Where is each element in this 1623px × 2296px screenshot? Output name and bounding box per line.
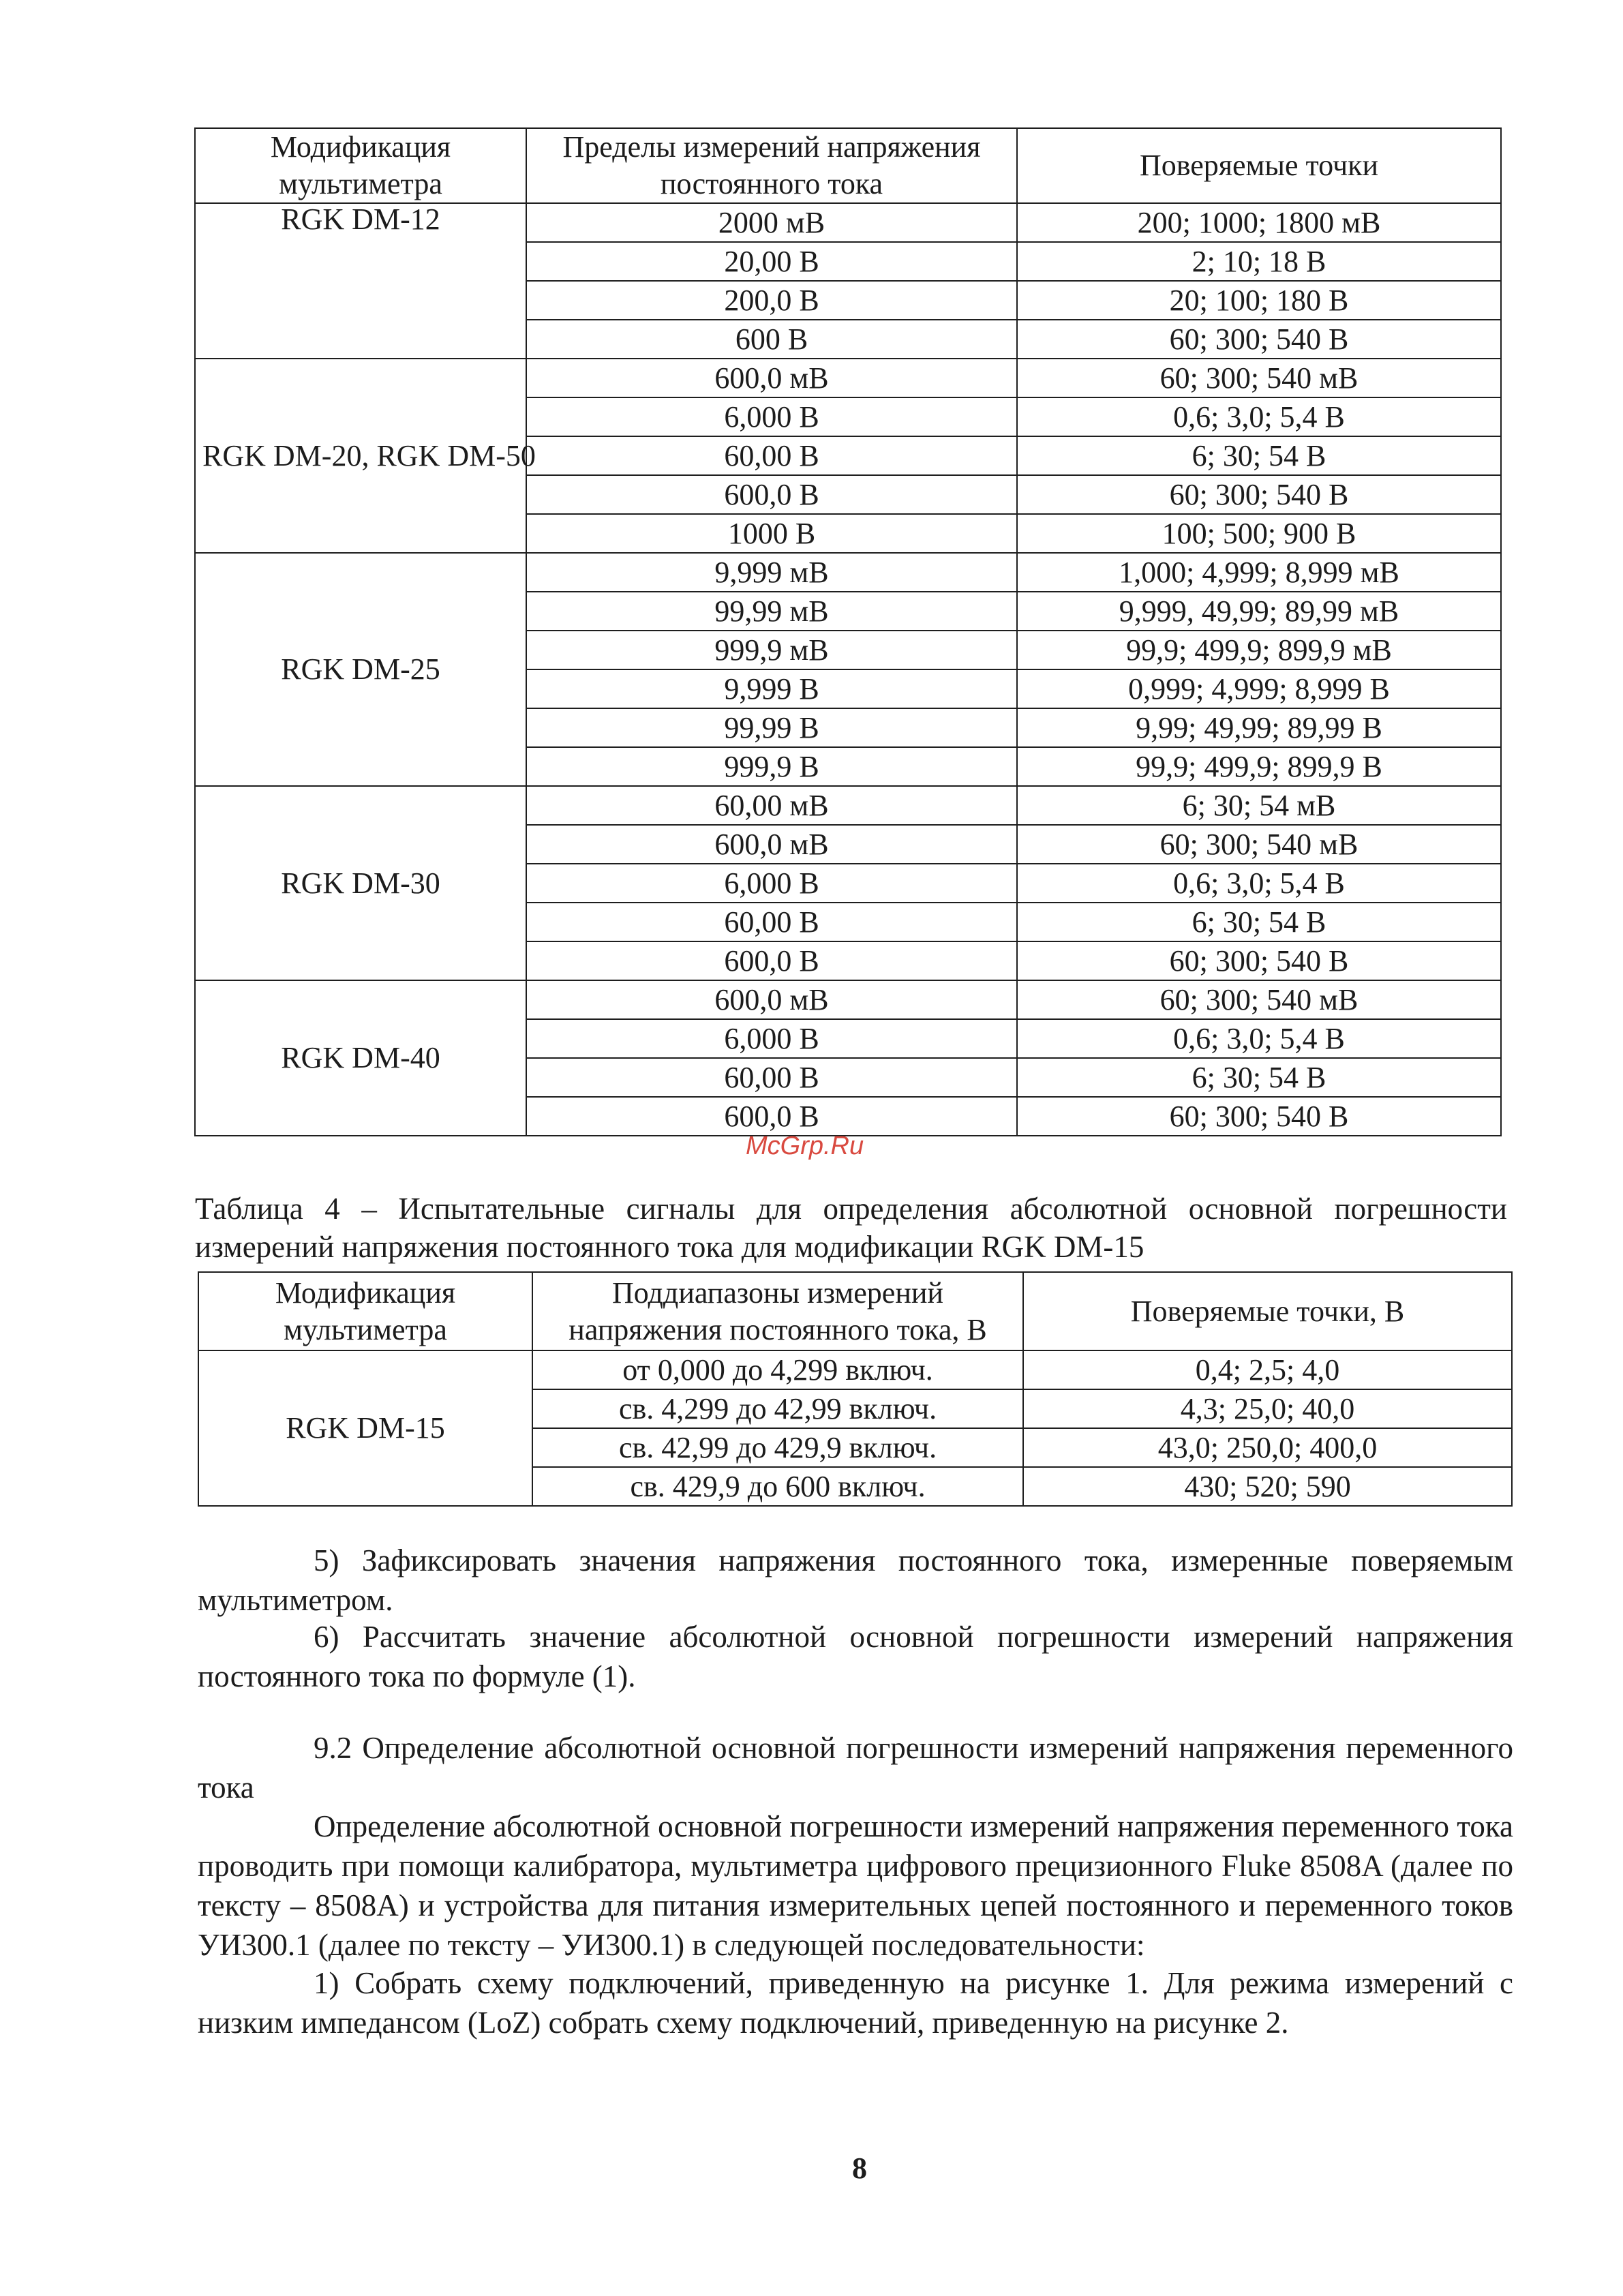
range-cell: 99,99 мВ bbox=[526, 592, 1017, 631]
points-cell: 60; 300; 540 мВ bbox=[1017, 825, 1501, 864]
range-cell: 60,00 В bbox=[526, 1058, 1017, 1097]
points-cell: 6; 30; 54 В bbox=[1017, 1058, 1501, 1097]
range-cell: 600,0 мВ bbox=[526, 825, 1017, 864]
page-number: 8 bbox=[852, 2151, 867, 2185]
points-cell: 20; 100; 180 В bbox=[1017, 281, 1501, 320]
range-cell: 2000 мВ bbox=[526, 203, 1017, 242]
points-cell: 60; 300; 540 В bbox=[1017, 475, 1501, 514]
points-cell: 60; 300; 540 В bbox=[1017, 941, 1501, 980]
points-cell: 99,9; 499,9; 899,9 мВ bbox=[1017, 631, 1501, 669]
points-cell: 6; 30; 54 мВ bbox=[1017, 786, 1501, 825]
range-cell: 600,0 В bbox=[526, 1097, 1017, 1136]
range-cell: 600,0 мВ bbox=[526, 359, 1017, 397]
points-cell: 100; 500; 900 В bbox=[1017, 514, 1501, 553]
paragraph-step-6: 6) Рассчитать значение абсолютной основной погрешности измерений напряжения постоянного тока по формуле (1). bbox=[198, 1620, 1513, 1693]
header-cell: Модификация мультиметра bbox=[198, 1272, 532, 1350]
range-cell: 60,00 В bbox=[526, 436, 1017, 475]
range-cell: 600,0 В bbox=[526, 941, 1017, 980]
points-cell: 6; 30; 54 В bbox=[1017, 436, 1501, 475]
range-cell: св. 42,99 до 429,9 включ. bbox=[532, 1428, 1023, 1467]
table-row bbox=[195, 359, 1501, 397]
section-heading: 9.2 Определение абсолютной основной погрешности измерений напряжения переменного тока bbox=[198, 1731, 1513, 1804]
range-cell: 60,00 В bbox=[526, 903, 1017, 941]
range-cell: 600,0 В bbox=[526, 475, 1017, 514]
range-cell: св. 4,299 до 42,99 включ. bbox=[532, 1389, 1023, 1428]
range-cell: 9,999 мВ bbox=[526, 553, 1017, 592]
dm15-test-signals-table bbox=[198, 1271, 1513, 1507]
range-cell: 999,9 В bbox=[526, 747, 1017, 786]
points-cell: 430; 520; 590 bbox=[1023, 1467, 1512, 1506]
header-cell: Пределы измерений напряжения постоянного тока bbox=[526, 128, 1017, 203]
points-cell: 0,6; 3,0; 5,4 В bbox=[1017, 864, 1501, 903]
model-cell: RGK DM-30 bbox=[195, 786, 526, 980]
points-cell: 43,0; 250,0; 400,0 bbox=[1023, 1428, 1512, 1467]
range-cell: 600 В bbox=[526, 320, 1017, 359]
model-cell: RGK DM-40 bbox=[195, 980, 526, 1136]
points-cell: 1,000; 4,999; 8,999 мВ bbox=[1017, 553, 1501, 592]
table-row bbox=[198, 1350, 1512, 1389]
points-cell: 0,4; 2,5; 4,0 bbox=[1023, 1350, 1512, 1389]
range-cell: 6,000 В bbox=[526, 1019, 1017, 1058]
header-cell: Модификация мультиметра bbox=[195, 128, 526, 203]
model-cell: RGK DM-12 bbox=[195, 203, 526, 359]
points-cell: 9,999, 49,99; 89,99 мВ bbox=[1017, 592, 1501, 631]
table-body bbox=[198, 1350, 1512, 1506]
points-cell: 0,6; 3,0; 5,4 В bbox=[1017, 1019, 1501, 1058]
points-cell: 6; 30; 54 В bbox=[1017, 903, 1501, 941]
header-cell: Поверяемые точки, В bbox=[1023, 1272, 1512, 1350]
points-cell: 60; 300; 540 мВ bbox=[1017, 980, 1501, 1019]
table-row bbox=[195, 203, 1501, 242]
points-cell: 200; 1000; 1800 мВ bbox=[1017, 203, 1501, 242]
points-cell: 99,9; 499,9; 899,9 В bbox=[1017, 747, 1501, 786]
table-row bbox=[195, 553, 1501, 592]
table-header-row bbox=[195, 128, 1501, 203]
table-caption: Таблица 4 – Испытательные сигналы для определения абсолютной основной погрешности измерений напряжения постоянного тока для модификации RGK DM-15 bbox=[195, 1192, 1507, 1264]
model-cell: RGK DM-25 bbox=[195, 553, 526, 786]
paragraph-step-5: 5) Зафиксировать значения напряжения постоянного тока, измеренные поверяемым мультиметром. bbox=[198, 1543, 1513, 1617]
range-cell: от 0,000 до 4,299 включ. bbox=[532, 1350, 1023, 1389]
range-cell: 999,9 мВ bbox=[526, 631, 1017, 669]
table-body bbox=[195, 203, 1501, 1136]
points-cell: 9,99; 49,99; 89,99 В bbox=[1017, 708, 1501, 747]
model-cell: RGK DM-20, RGK DM-50 bbox=[195, 359, 526, 553]
points-cell: 0,6; 3,0; 5,4 В bbox=[1017, 397, 1501, 436]
points-cell: 60; 300; 540 В bbox=[1017, 320, 1501, 359]
watermark: McGrp.Ru bbox=[746, 1132, 864, 1160]
range-cell: 99,99 В bbox=[526, 708, 1017, 747]
range-cell: 600,0 мВ bbox=[526, 980, 1017, 1019]
dc-voltage-points-table bbox=[194, 127, 1502, 1136]
header-cell: Поддиапазоны измерений напряжения постоянного тока, В bbox=[532, 1272, 1023, 1350]
points-cell: 2; 10; 18 В bbox=[1017, 242, 1501, 281]
table-row bbox=[195, 786, 1501, 825]
section-body: Определение абсолютной основной погрешности измерений напряжения переменного тока проводить при помощи калибратора, мультиметра цифрового прецизионного Fluke 8508A (далее по тексту – 8508A) и устройства для питания измерительных цепей постоянного и переменного токов УИ300.1 (далее по тексту – УИ300.1) в следующей последовательности: bbox=[198, 1809, 1513, 1962]
points-cell: 60; 300; 540 В bbox=[1017, 1097, 1501, 1136]
table-row bbox=[195, 980, 1501, 1019]
range-cell: 20,00 В bbox=[526, 242, 1017, 281]
range-cell: 6,000 В bbox=[526, 864, 1017, 903]
points-cell: 0,999; 4,999; 8,999 В bbox=[1017, 669, 1501, 708]
range-cell: 9,999 В bbox=[526, 669, 1017, 708]
paragraph-step-1: 1) Собрать схему подключений, приведенную на рисунке 1. Для режима измерений с низким импедансом (LoZ) собрать схему подключений, приведенную на рисунке 2. bbox=[198, 1966, 1513, 2040]
range-cell: 1000 В bbox=[526, 514, 1017, 553]
model-cell: RGK DM-15 bbox=[198, 1350, 532, 1506]
range-cell: 6,000 В bbox=[526, 397, 1017, 436]
range-cell: 200,0 В bbox=[526, 281, 1017, 320]
points-cell: 4,3; 25,0; 40,0 bbox=[1023, 1389, 1512, 1428]
range-cell: св. 429,9 до 600 включ. bbox=[532, 1467, 1023, 1506]
points-cell: 60; 300; 540 мВ bbox=[1017, 359, 1501, 397]
range-cell: 60,00 мВ bbox=[526, 786, 1017, 825]
header-cell: Поверяемые точки bbox=[1017, 128, 1501, 203]
table-header-row bbox=[198, 1272, 1512, 1350]
